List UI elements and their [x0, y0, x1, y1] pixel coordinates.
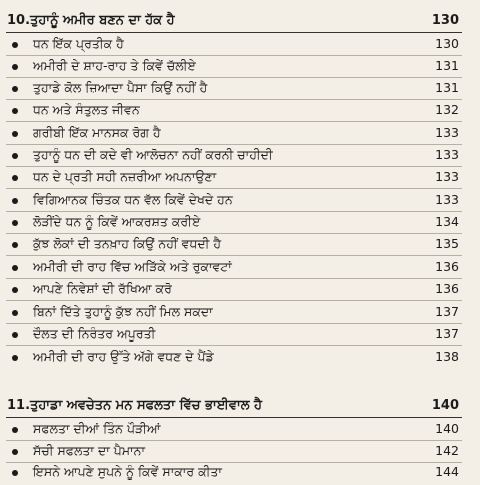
divider — [6, 440, 462, 441]
bullet-icon — [12, 108, 18, 114]
toc-entry — [0, 213, 480, 235]
bullet-icon — [12, 153, 18, 159]
entry-label: ਆਪਣੇ ਨਿਵੇਸ਼ਾਂ ਦੀ ਰੱਖਿਆ ਕਰੋ — [33, 281, 172, 296]
bullet-icon — [12, 242, 18, 248]
entry-page-number: 133 — [435, 169, 459, 184]
entry-page-number: 137 — [435, 326, 459, 341]
chapter-number: 10. — [7, 13, 31, 28]
chapter-heading — [0, 397, 480, 419]
chapter-number: 11. — [7, 398, 31, 413]
divider — [6, 255, 462, 256]
bullet-icon — [12, 427, 18, 433]
toc-entry — [0, 79, 480, 101]
chapter-page-number: 130 — [431, 13, 459, 28]
entry-label: ਗਰੀਬੀ ਇੱਕ ਮਾਨਸਕ ਰੋਗ ਹੈ — [33, 125, 161, 140]
entry-page-number: 136 — [435, 281, 459, 296]
bullet-icon — [12, 332, 18, 338]
toc-entry — [0, 280, 480, 302]
entry-page-number: 132 — [435, 102, 459, 117]
entry-page-number: 140 — [435, 421, 459, 436]
toc-entry — [0, 463, 480, 485]
entry-page-number: 138 — [435, 349, 459, 364]
entry-page-number: 144 — [435, 464, 459, 479]
divider — [6, 300, 462, 301]
bullet-icon — [12, 310, 18, 316]
divider — [6, 99, 462, 100]
entry-label: ਸਫਲਤਾ ਦੀਆਂ ਤਿੰਨ ਪੌੜੀਆਂ — [33, 421, 161, 436]
divider — [6, 211, 462, 212]
divider — [6, 55, 462, 56]
entry-label: ਅਮੀਰੀ ਦੇ ਸ਼ਾਹ-ਰਾਹ ਤੇ ਕਿਵੇਂ ਚੱਲੀਏ — [33, 58, 196, 73]
toc-entry — [0, 35, 480, 57]
bullet-icon — [12, 287, 18, 293]
toc-entry — [0, 325, 480, 347]
entry-page-number: 131 — [435, 80, 459, 95]
entry-page-number: 133 — [435, 125, 459, 140]
divider — [6, 278, 462, 279]
toc-entry — [0, 57, 480, 79]
entry-page-number: 133 — [435, 192, 459, 207]
entry-page-number: 136 — [435, 259, 459, 274]
toc-entry — [0, 442, 480, 464]
entry-label: ਅਮੀਰੀ ਦੀ ਰਾਹ ਵਿੱਚ ਅੜਿੱਕੇ ਅਤੇ ਰੁਕਾਵਟਾਂ — [33, 259, 232, 274]
toc-entry — [0, 235, 480, 257]
bullet-icon — [12, 265, 18, 271]
entry-label: ਤੁਹਾਨੂੰ ਧਨ ਦੀ ਕਦੇ ਵੀ ਆਲੋਚਨਾ ਨਹੀਂ ਕਰਨੀ ਚਾਹੀਦੀ — [33, 147, 273, 162]
bullet-icon — [12, 42, 18, 48]
entry-label: ਤੁਹਾਡੇ ਕੋਲ ਜ਼ਿਆਦਾ ਪੈਸਾ ਕਿਉਂ ਨਹੀਂ ਹੈ — [33, 80, 208, 95]
entry-label: ਸੱਚੀ ਸਫਲਤਾ ਦਾ ਪੈਮਾਨਾ — [33, 443, 146, 458]
entry-page-number: 133 — [435, 147, 459, 162]
chapter-title: ਤੁਹਾਨੂੰ ਅਮੀਰ ਬਣਨ ਦਾ ਹੱਕ ਹੈ — [30, 13, 175, 28]
bullet-icon — [12, 355, 18, 361]
entry-page-number: 137 — [435, 304, 459, 319]
entry-label: ਧਨ ਦੇ ਪ੍ਰਤੀ ਸਹੀ ਨਜ਼ਰੀਆ ਅਪਨਾਉਣਾ — [33, 169, 217, 184]
entry-label: ਇਸਨੇ ਆਪਣੇ ਸੁਪਨੇ ਨੂੰ ਕਿਵੇਂ ਸਾਕਾਰ ਕੀਤਾ — [33, 464, 222, 479]
bullet-icon — [12, 131, 18, 137]
bullet-icon — [12, 449, 18, 455]
entry-label: ਬਿਨਾਂ ਦਿੱਤੇ ਤੁਹਾਨੂੰ ਕੁੱਝ ਨਹੀਂ ਮਿਲ ਸਕਦਾ — [33, 304, 213, 319]
divider — [6, 77, 462, 78]
divider — [6, 121, 462, 122]
entry-label: ਕੁੱਝ ਲੋਕਾਂ ਦੀ ਤਨਖ਼ਾਹ ਕਿਉਂ ਨਹੀਂ ਵਧਦੀ ਹੈ — [33, 236, 222, 251]
chapter-title: ਤੁਹਾਡਾ ਅਵਚੇਤਨ ਮਨ ਸਫਲਤਾ ਵਿੱਚ ਭਾਈਵਾਲ ਹੈ — [30, 398, 262, 413]
toc-entry — [0, 420, 480, 442]
bullet-icon — [12, 470, 18, 476]
entry-page-number: 142 — [435, 443, 459, 458]
divider — [6, 144, 462, 145]
entry-page-number: 134 — [435, 214, 459, 229]
divider — [6, 345, 462, 346]
toc-entry — [0, 146, 480, 168]
entry-label: ਅਮੀਰੀ ਦੀ ਰਾਹ ਉੱਤੇ ਅੱਗੇ ਵਧਣ ਦੇ ਪੈਂਡੇ — [33, 349, 214, 364]
divider — [6, 417, 462, 418]
toc-entry — [0, 124, 480, 146]
divider — [6, 166, 462, 167]
divider — [6, 32, 462, 33]
bullet-icon — [12, 198, 18, 204]
chapter-page-number: 140 — [431, 398, 459, 413]
bullet-icon — [12, 64, 18, 70]
toc-entry — [0, 258, 480, 280]
bullet-icon — [12, 86, 18, 92]
entry-label: ਧਨ ਅਤੇ ਸੰਤੁਲਤ ਜੀਵਨ — [33, 102, 140, 117]
divider — [6, 323, 462, 324]
toc-entry — [0, 191, 480, 213]
bullet-icon — [12, 175, 18, 181]
entry-page-number: 130 — [435, 36, 459, 51]
toc-entry — [0, 303, 480, 325]
entry-label: ਧਨ ਇੱਕ ਪ੍ਰਤੀਕ ਹੈ — [33, 36, 124, 51]
entry-page-number: 135 — [435, 236, 459, 251]
divider — [6, 233, 462, 234]
toc-entry — [0, 168, 480, 190]
entry-page-number: 131 — [435, 58, 459, 73]
entry-label: ਲੋੜੀਂਦੇ ਧਨ ਨੂੰ ਕਿਵੇਂ ਆਕਰਸ਼ਤ ਕਰੀਏ — [33, 214, 201, 229]
divider — [6, 188, 462, 189]
entry-label: ਦੌਲਤ ਦੀ ਨਿਰੰਤਰ ਅਪੂਰਤੀ — [33, 326, 156, 341]
bullet-icon — [12, 220, 18, 226]
chapter-heading — [0, 12, 480, 34]
entry-label: ਵਿਗਿਆਨਕ ਚਿੰਤਕ ਧਨ ਵੱਲ ਕਿਵੇਂ ਦੇਖਦੇ ਹਨ — [33, 192, 233, 207]
toc-entry — [0, 101, 480, 123]
toc-entry — [0, 348, 480, 370]
